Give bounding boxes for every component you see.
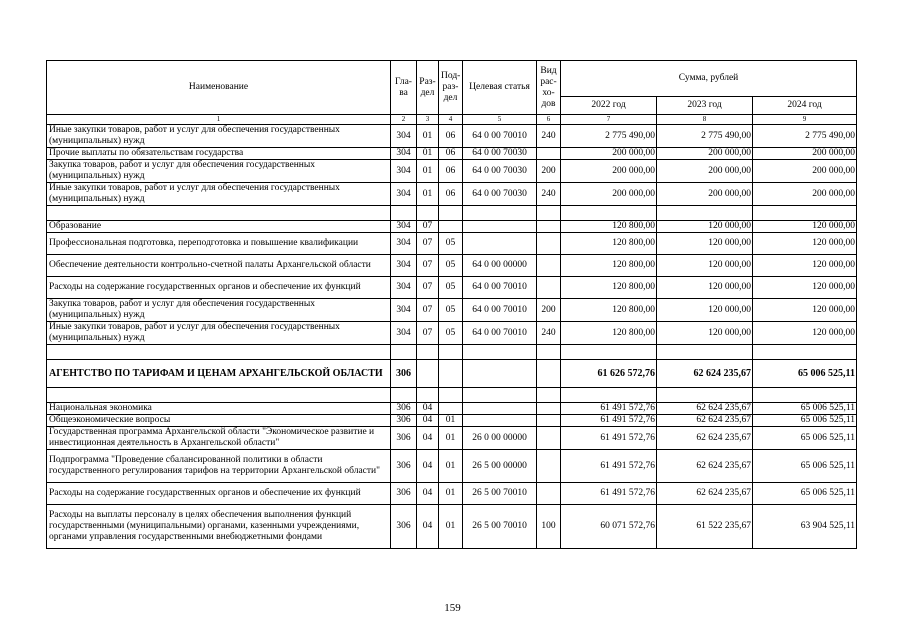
table-body bbox=[47, 125, 857, 549]
row-name: Подпрограмма "Проведение сбалансированной политики в области государственного регулирования тарифов на территории Архангельской области" bbox=[47, 450, 391, 483]
row-sum-2023: 62 624 235,67 bbox=[657, 450, 753, 483]
row-glava: 304 bbox=[391, 148, 417, 160]
row-podrazdel bbox=[439, 221, 463, 233]
row-glava: 304 bbox=[391, 125, 417, 148]
row-vid-rashodov bbox=[537, 255, 561, 277]
row-podrazdel: 01 bbox=[439, 415, 463, 427]
row-sum-2023 bbox=[657, 388, 753, 403]
row-podrazdel: 05 bbox=[439, 299, 463, 322]
row-sum-2022: 61 491 572,76 bbox=[561, 450, 657, 483]
row-sum-2022: 120 800,00 bbox=[561, 255, 657, 277]
header-year: 2022 год bbox=[561, 97, 657, 115]
row-glava bbox=[391, 206, 417, 221]
table-row bbox=[47, 322, 857, 345]
row-celevaya-statya: 26 5 00 70010 bbox=[463, 483, 537, 505]
row-podrazdel bbox=[439, 388, 463, 403]
row-sum-2024: 65 006 525,11 bbox=[753, 427, 857, 450]
row-name: Профессиональная подготовка, переподготовка и повышение квалификации bbox=[47, 233, 391, 255]
page-number: 159 bbox=[444, 602, 461, 614]
table-row bbox=[47, 255, 857, 277]
row-razdel bbox=[417, 388, 439, 403]
table-row bbox=[47, 299, 857, 322]
table-row bbox=[47, 427, 857, 450]
row-name: Иные закупки товаров, работ и услуг для обеспечения государственных (муниципальных) нужд bbox=[47, 322, 391, 345]
row-sum-2022: 2 775 490,00 bbox=[561, 125, 657, 148]
row-sum-2023: 62 624 235,67 bbox=[657, 403, 753, 415]
row-vid-rashodov: 200 bbox=[537, 160, 561, 183]
table-row bbox=[47, 505, 857, 549]
row-sum-2024: 2 775 490,00 bbox=[753, 125, 857, 148]
row-celevaya-statya bbox=[463, 206, 537, 221]
row-glava: 306 bbox=[391, 450, 417, 483]
row-name: Национальная экономика bbox=[47, 403, 391, 415]
row-glava bbox=[391, 345, 417, 360]
row-vid-rashodov: 240 bbox=[537, 322, 561, 345]
row-razdel: 01 bbox=[417, 148, 439, 160]
row-vid-rashodov bbox=[537, 221, 561, 233]
row-sum-2022: 61 491 572,76 bbox=[561, 403, 657, 415]
row-sum-2024: 200 000,00 bbox=[753, 148, 857, 160]
row-name: Образование bbox=[47, 221, 391, 233]
row-vid-rashodov bbox=[537, 403, 561, 415]
row-sum-2023: 120 000,00 bbox=[657, 255, 753, 277]
row-sum-2023: 200 000,00 bbox=[657, 183, 753, 206]
row-name: Прочие выплаты по обязательствам государства bbox=[47, 148, 391, 160]
column-number: 2 bbox=[391, 115, 417, 125]
row-glava: 306 bbox=[391, 505, 417, 549]
row-name: Закупка товаров, работ и услуг для обеспечения государственных (муниципальных) нужд bbox=[47, 299, 391, 322]
row-celevaya-statya bbox=[463, 403, 537, 415]
row-razdel: 07 bbox=[417, 233, 439, 255]
table-row-spacer bbox=[47, 388, 857, 403]
row-name: Расходы на содержание государственных органов и обеспечение их функций bbox=[47, 277, 391, 299]
column-number: 5 bbox=[463, 115, 537, 125]
row-podrazdel bbox=[439, 403, 463, 415]
row-sum-2022: 61 491 572,76 bbox=[561, 427, 657, 450]
row-sum-2024 bbox=[753, 206, 857, 221]
row-vid-rashodov bbox=[537, 148, 561, 160]
row-celevaya-statya: 26 5 00 70010 bbox=[463, 505, 537, 549]
row-celevaya-statya: 64 0 00 70010 bbox=[463, 277, 537, 299]
row-razdel: 04 bbox=[417, 415, 439, 427]
row-sum-2023: 120 000,00 bbox=[657, 322, 753, 345]
row-vid-rashodov bbox=[537, 206, 561, 221]
row-glava bbox=[391, 388, 417, 403]
row-vid-rashodov bbox=[537, 277, 561, 299]
row-podrazdel bbox=[439, 206, 463, 221]
row-sum-2023: 62 624 235,67 bbox=[657, 427, 753, 450]
row-name bbox=[47, 206, 391, 221]
row-podrazdel: 05 bbox=[439, 322, 463, 345]
row-glava: 306 bbox=[391, 483, 417, 505]
row-sum-2024 bbox=[753, 345, 857, 360]
row-glava: 306 bbox=[391, 427, 417, 450]
row-name: Закупка товаров, работ и услуг для обеспечения государственных (муниципальных) нужд bbox=[47, 160, 391, 183]
row-sum-2022: 200 000,00 bbox=[561, 160, 657, 183]
row-vid-rashodov: 240 bbox=[537, 183, 561, 206]
budget-table bbox=[46, 60, 857, 549]
row-razdel: 04 bbox=[417, 427, 439, 450]
row-glava: 306 bbox=[391, 415, 417, 427]
column-number: 4 bbox=[439, 115, 463, 125]
row-sum-2022 bbox=[561, 388, 657, 403]
row-sum-2024: 120 000,00 bbox=[753, 233, 857, 255]
row-celevaya-statya: 64 0 00 70030 bbox=[463, 148, 537, 160]
row-sum-2024: 120 000,00 bbox=[753, 277, 857, 299]
row-sum-2022: 120 800,00 bbox=[561, 322, 657, 345]
row-sum-2023: 2 775 490,00 bbox=[657, 125, 753, 148]
header-year: 2024 год bbox=[753, 97, 857, 115]
row-podrazdel: 01 bbox=[439, 450, 463, 483]
row-celevaya-statya bbox=[463, 360, 537, 388]
row-name: Иные закупки товаров, работ и услуг для обеспечения государственных (муниципальных) нужд bbox=[47, 125, 391, 148]
row-sum-2023: 62 624 235,67 bbox=[657, 415, 753, 427]
table-row-spacer bbox=[47, 345, 857, 360]
row-glava: 304 bbox=[391, 322, 417, 345]
header-razdel: Раз-дел bbox=[417, 61, 439, 115]
row-razdel: 04 bbox=[417, 403, 439, 415]
table-row bbox=[47, 125, 857, 148]
row-sum-2022: 200 000,00 bbox=[561, 183, 657, 206]
row-sum-2022: 61 626 572,76 bbox=[561, 360, 657, 388]
header-name: Наименование bbox=[47, 61, 391, 115]
row-name: Иные закупки товаров, работ и услуг для обеспечения государственных (муниципальных) нужд bbox=[47, 183, 391, 206]
row-celevaya-statya: 64 0 00 70010 bbox=[463, 322, 537, 345]
row-podrazdel: 01 bbox=[439, 505, 463, 549]
row-vid-rashodov bbox=[537, 415, 561, 427]
row-sum-2024: 120 000,00 bbox=[753, 255, 857, 277]
row-podrazdel: 01 bbox=[439, 427, 463, 450]
header-glava: Гла-ва bbox=[391, 61, 417, 115]
column-number: 6 bbox=[537, 115, 561, 125]
header-podrazdel: Под-раз-дел bbox=[439, 61, 463, 115]
row-razdel: 01 bbox=[417, 160, 439, 183]
row-sum-2024: 120 000,00 bbox=[753, 221, 857, 233]
table-row bbox=[47, 403, 857, 415]
row-sum-2024: 200 000,00 bbox=[753, 183, 857, 206]
row-vid-rashodov bbox=[537, 427, 561, 450]
row-podrazdel: 06 bbox=[439, 148, 463, 160]
row-sum-2024: 65 006 525,11 bbox=[753, 450, 857, 483]
row-sum-2024: 200 000,00 bbox=[753, 160, 857, 183]
row-sum-2022 bbox=[561, 206, 657, 221]
row-razdel: 07 bbox=[417, 299, 439, 322]
row-razdel bbox=[417, 360, 439, 388]
column-number: 1 bbox=[47, 115, 391, 125]
row-sum-2023: 120 000,00 bbox=[657, 233, 753, 255]
row-celevaya-statya: 64 0 00 70030 bbox=[463, 160, 537, 183]
row-name: Расходы на содержание государственных органов и обеспечение их функций bbox=[47, 483, 391, 505]
row-celevaya-statya: 64 0 00 70030 bbox=[463, 183, 537, 206]
row-sum-2022: 200 000,00 bbox=[561, 148, 657, 160]
row-sum-2022: 120 800,00 bbox=[561, 299, 657, 322]
row-sum-2024: 63 904 525,11 bbox=[753, 505, 857, 549]
row-razdel: 01 bbox=[417, 125, 439, 148]
row-glava: 304 bbox=[391, 299, 417, 322]
row-vid-rashodov: 100 bbox=[537, 505, 561, 549]
row-name: Общеэкономические вопросы bbox=[47, 415, 391, 427]
row-razdel: 07 bbox=[417, 277, 439, 299]
row-sum-2024: 120 000,00 bbox=[753, 299, 857, 322]
row-sum-2022: 61 491 572,76 bbox=[561, 415, 657, 427]
table-row bbox=[47, 160, 857, 183]
row-celevaya-statya bbox=[463, 388, 537, 403]
row-celevaya-statya: 64 0 00 00000 bbox=[463, 255, 537, 277]
row-celevaya-statya bbox=[463, 345, 537, 360]
row-razdel bbox=[417, 206, 439, 221]
row-glava: 304 bbox=[391, 221, 417, 233]
row-vid-rashodov: 200 bbox=[537, 299, 561, 322]
row-sum-2022: 120 800,00 bbox=[561, 277, 657, 299]
table-row bbox=[47, 450, 857, 483]
row-podrazdel: 06 bbox=[439, 160, 463, 183]
row-sum-2023: 200 000,00 bbox=[657, 160, 753, 183]
row-name: Расходы на выплаты персоналу в целях обеспечения выполнения функций государственными (муниципальными) органами, казенными учреждениями, органами управления государственными внебюджетными фондами bbox=[47, 505, 391, 549]
row-glava: 306 bbox=[391, 403, 417, 415]
row-celevaya-statya bbox=[463, 233, 537, 255]
row-sum-2023: 120 000,00 bbox=[657, 221, 753, 233]
row-sum-2024: 120 000,00 bbox=[753, 322, 857, 345]
header-vid-rashodov: Вид рас-хо-дов bbox=[537, 61, 561, 115]
row-podrazdel: 06 bbox=[439, 125, 463, 148]
row-celevaya-statya bbox=[463, 415, 537, 427]
row-podrazdel: 05 bbox=[439, 277, 463, 299]
row-razdel: 04 bbox=[417, 450, 439, 483]
row-sum-2022: 120 800,00 bbox=[561, 221, 657, 233]
row-sum-2024: 65 006 525,11 bbox=[753, 403, 857, 415]
row-sum-2023 bbox=[657, 345, 753, 360]
column-number: 3 bbox=[417, 115, 439, 125]
row-sum-2023: 62 624 235,67 bbox=[657, 483, 753, 505]
row-razdel: 04 bbox=[417, 505, 439, 549]
header-year: 2023 год bbox=[657, 97, 753, 115]
table-row-spacer bbox=[47, 206, 857, 221]
row-sum-2023: 120 000,00 bbox=[657, 277, 753, 299]
table-row bbox=[47, 483, 857, 505]
row-razdel: 01 bbox=[417, 183, 439, 206]
row-name: Государственная программа Архангельской области "Экономическое развитие и инвестиционная деятельность в Архангельской области" bbox=[47, 427, 391, 450]
row-sum-2023: 200 000,00 bbox=[657, 148, 753, 160]
row-podrazdel: 01 bbox=[439, 483, 463, 505]
row-sum-2024: 65 006 525,11 bbox=[753, 360, 857, 388]
header-summa: Сумма, рублей bbox=[561, 61, 857, 97]
table-row bbox=[47, 277, 857, 299]
row-razdel: 07 bbox=[417, 255, 439, 277]
row-sum-2022 bbox=[561, 345, 657, 360]
row-sum-2022: 61 491 572,76 bbox=[561, 483, 657, 505]
row-celevaya-statya: 64 0 00 70010 bbox=[463, 299, 537, 322]
table-row bbox=[47, 360, 857, 388]
row-razdel: 07 bbox=[417, 322, 439, 345]
row-sum-2023: 120 000,00 bbox=[657, 299, 753, 322]
row-vid-rashodov: 240 bbox=[537, 125, 561, 148]
row-sum-2023: 62 624 235,67 bbox=[657, 360, 753, 388]
row-podrazdel: 06 bbox=[439, 183, 463, 206]
row-sum-2024 bbox=[753, 388, 857, 403]
row-celevaya-statya: 26 5 00 00000 bbox=[463, 450, 537, 483]
table-row bbox=[47, 221, 857, 233]
column-number-row bbox=[47, 115, 857, 125]
row-sum-2024: 65 006 525,11 bbox=[753, 415, 857, 427]
table-row bbox=[47, 148, 857, 160]
row-sum-2024: 65 006 525,11 bbox=[753, 483, 857, 505]
row-podrazdel: 05 bbox=[439, 233, 463, 255]
row-sum-2023 bbox=[657, 206, 753, 221]
row-glava: 304 bbox=[391, 255, 417, 277]
column-number: 9 bbox=[753, 115, 857, 125]
row-vid-rashodov bbox=[537, 345, 561, 360]
row-celevaya-statya bbox=[463, 221, 537, 233]
row-glava: 304 bbox=[391, 160, 417, 183]
row-celevaya-statya: 26 0 00 00000 bbox=[463, 427, 537, 450]
row-name bbox=[47, 388, 391, 403]
row-glava: 304 bbox=[391, 233, 417, 255]
row-podrazdel bbox=[439, 345, 463, 360]
row-razdel bbox=[417, 345, 439, 360]
row-sum-2022: 120 800,00 bbox=[561, 233, 657, 255]
column-number: 7 bbox=[561, 115, 657, 125]
row-celevaya-statya: 64 0 00 70010 bbox=[463, 125, 537, 148]
row-razdel: 04 bbox=[417, 483, 439, 505]
row-vid-rashodov bbox=[537, 360, 561, 388]
row-name: АГЕНТСТВО ПО ТАРИФАМ И ЦЕНАМ АРХАНГЕЛЬСКОЙ ОБЛАСТИ bbox=[47, 360, 391, 388]
row-podrazdel: 05 bbox=[439, 255, 463, 277]
row-name bbox=[47, 345, 391, 360]
row-sum-2023: 61 522 235,67 bbox=[657, 505, 753, 549]
header-celevaya-statya: Целевая статья bbox=[463, 61, 537, 115]
row-vid-rashodov bbox=[537, 388, 561, 403]
table-row bbox=[47, 183, 857, 206]
table-row bbox=[47, 233, 857, 255]
row-sum-2022: 60 071 572,76 bbox=[561, 505, 657, 549]
row-name: Обеспечение деятельности контрольно-счетной палаты Архангельской области bbox=[47, 255, 391, 277]
table-row bbox=[47, 415, 857, 427]
column-number: 8 bbox=[657, 115, 753, 125]
row-vid-rashodov bbox=[537, 233, 561, 255]
row-vid-rashodov bbox=[537, 450, 561, 483]
row-razdel: 07 bbox=[417, 221, 439, 233]
row-glava: 304 bbox=[391, 277, 417, 299]
row-vid-rashodov bbox=[537, 483, 561, 505]
row-podrazdel bbox=[439, 360, 463, 388]
row-glava: 304 bbox=[391, 183, 417, 206]
row-glava: 306 bbox=[391, 360, 417, 388]
